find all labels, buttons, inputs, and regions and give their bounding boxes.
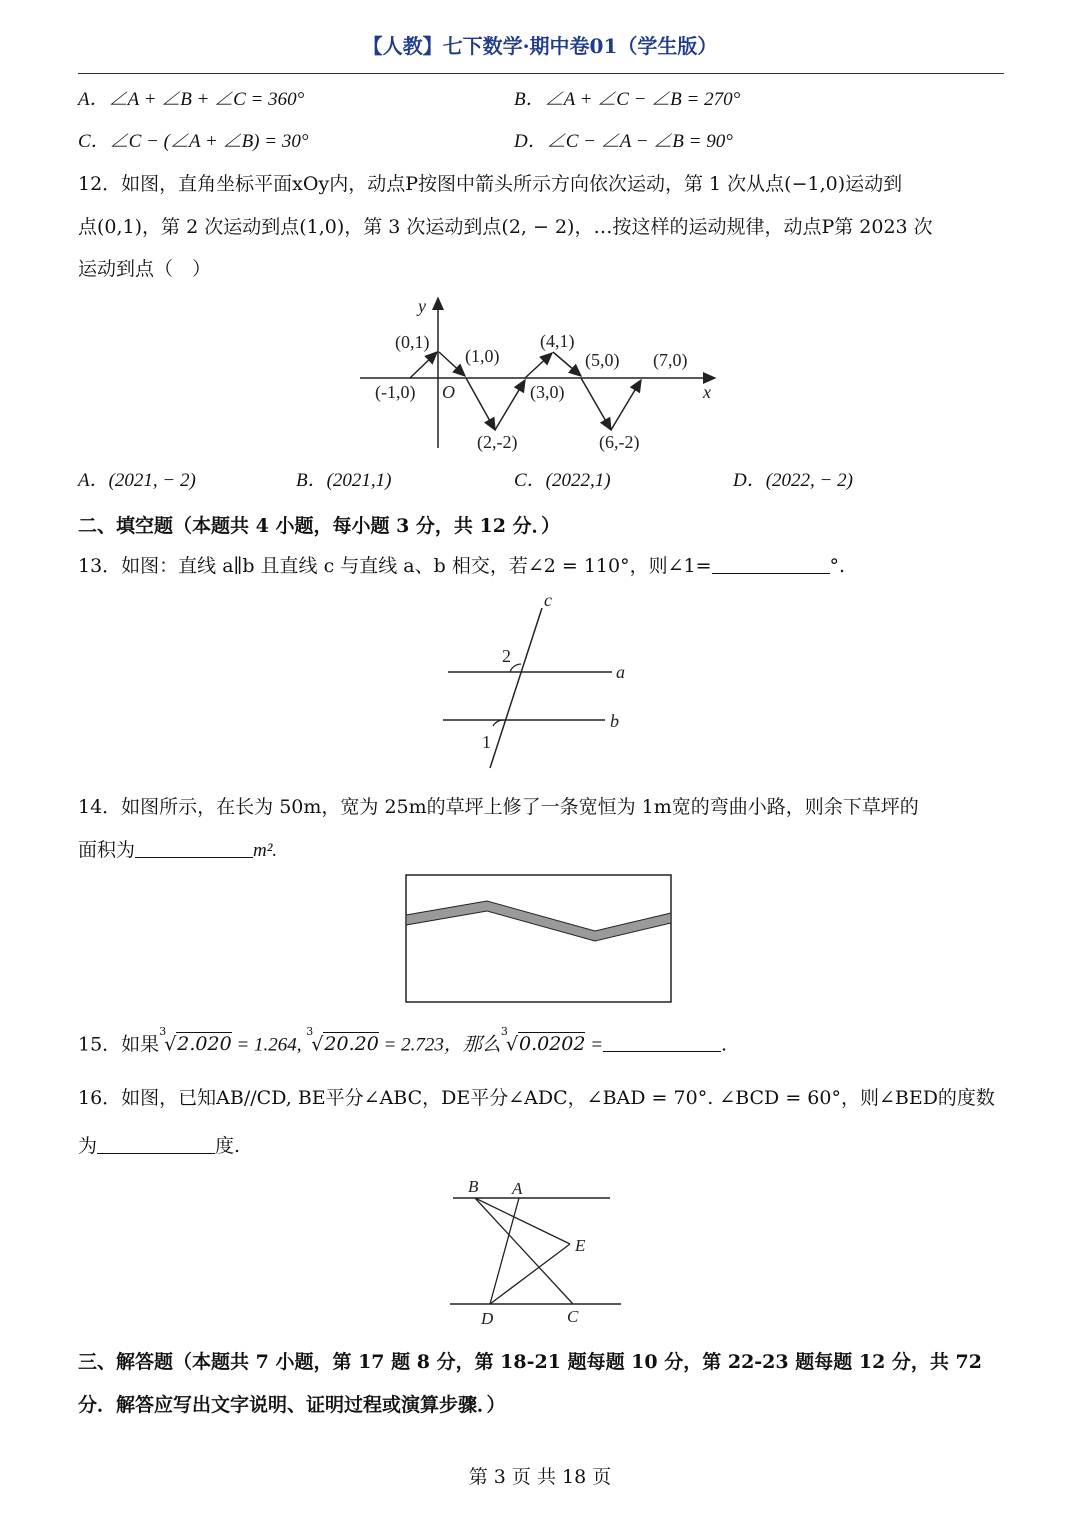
q12-text-line2: 点(0,1)，第 2 次运动到点(1,0)，第 3 次运动到点(2, − 2)，…按这样的运动规律，动点P第 2023 次 [78,216,933,238]
q15-text [78,1025,728,1057]
label-c: c [544,590,552,610]
label-A: A [512,1179,523,1198]
q15-eq3: = [585,1034,604,1056]
q13-suffix: °. [829,555,846,577]
q13-question: 13．如图：直线 a∥b 且直线 c 与直线 a、b 相交，若∠2 = 110°，则∠1= [78,555,712,577]
label-b: b [610,711,619,731]
x-axis-label: x [703,382,711,402]
q11-option-a: A．∠A + ∠B + ∠C = 360° [78,89,305,110]
point-label-6-neg2: (6,-2) [599,432,640,452]
q16-text-line1: 16．如图，已知AB//CD, BE平分∠ABC，DE平分∠ADC，∠BAD = 70°. ∠BCD = 60°，则∠BED的度数 [78,1087,995,1109]
label-angle-1: 1 [482,732,491,752]
q11-option-b: B．∠A + ∠C − ∠B = 270° [514,89,741,110]
q15-eq1: = 1.264, [231,1034,307,1056]
point-label-4-1: (4,1) [540,331,575,351]
point-label-0-1: (0,1) [395,332,430,352]
section-2-title: 二、填空题（本题共 4 小题，每小题 3 分，共 12 分．） [78,515,561,537]
root-index: 3 [500,1025,508,1038]
label-B: B [468,1177,479,1196]
q13-text [78,554,845,578]
q12-option-b: B．(2021,1) [296,470,392,491]
q13-parallel-lines-figure [440,590,640,775]
cube-root-2020b: $^3$√20.20 [306,1025,379,1056]
page-header-title: 【人教】七下数学·期中卷01（学生版） [362,34,718,58]
q12-option-d: D．(2022, − 2) [733,470,853,491]
cube-root-00202: $^3$√0.0202 [500,1025,586,1056]
angle-2-arc [510,664,521,672]
q12-text-line1: 12．如图，直角坐标平面xOy内，动点P按图中箭头所示方向依次运动，第 1 次从点(−1,0)运动到 [78,173,903,195]
q14-lawn-figure [405,874,673,1004]
point-label-neg1-0: (-1,0) [375,382,416,402]
header-rule [78,73,1004,74]
segment-de [490,1244,570,1304]
segment-bc [475,1198,573,1304]
path-segment-8 [611,380,641,430]
q16-geometry-figure [445,1172,630,1332]
label-E: E [575,1236,586,1255]
q12-option-c: C．(2022,1) [514,470,611,491]
section-3-title-line1: 三、解答题（本题共 7 小题，第 17 题 8 分，第 18-21 题每题 10 分，第 22-23 题每题 12 分，共 72 [78,1351,982,1373]
point-label-5-0: (5,0) [585,350,620,370]
label-angle-2: 2 [502,646,511,666]
q15-eq2: = 2.723，那么 [378,1034,501,1056]
segment-be [475,1198,570,1244]
path-segment-6 [553,352,581,376]
q12-text-line3: 运动到点（ ） [78,258,212,280]
path-segment-7 [581,378,611,430]
q14-text-line2 [78,838,277,863]
path-segment-1 [410,352,437,378]
q13-answer-blank [712,555,830,574]
radicand: 0.0202 [518,1033,586,1056]
q12-coordinate-figure [355,290,725,460]
q14-text-line1: 14．如图所示，在长为 50m，宽为 25m的草坪上修了一条宽恒为 1m宽的弯曲小路，则余下草坪的 [78,796,919,818]
q14-prefix: 面积为 [78,839,136,861]
root-index: 3 [306,1025,314,1038]
radicand: 2.020 [177,1033,232,1056]
q11-option-d: D．∠C − ∠A − ∠B = 90° [514,131,733,152]
line-c [490,608,542,768]
angle-1-arc [493,720,504,726]
path-segment-4 [495,380,525,430]
q16-suffix: 度. [215,1135,241,1157]
point-label-2-neg2: (2,-2) [477,432,518,452]
segment-ad [490,1198,519,1304]
lawn-rectangle [406,875,671,1002]
path-segment-2 [439,352,465,376]
label-D: D [481,1309,494,1328]
point-label-3-0: (3,0) [530,382,565,402]
cube-root-2020: $^3$√2.020 [159,1025,232,1056]
q12-option-a: A．(2021, − 2) [78,470,196,491]
q16-prefix: 为 [78,1135,98,1157]
q14-unit: m². [253,840,278,861]
q16-text-line2 [78,1134,240,1158]
q14-answer-blank [135,839,253,858]
radicand: 20.20 [324,1033,379,1056]
q15-prefix: 15．如果 [78,1033,160,1056]
label-C: C [567,1307,579,1326]
q15-end: . [721,1033,728,1056]
origin-label: O [442,382,455,402]
page-footer: 第 3 页 共 18 页 [468,1466,612,1488]
section-3-title-line2: 分．解答应写出文字说明、证明过程或演算步骤．） [78,1394,506,1416]
q16-answer-blank [97,1135,215,1154]
path-segment-5 [525,353,552,378]
point-label-7-0: (7,0) [653,350,688,370]
y-axis-label: y [418,296,426,316]
point-label-1-0: (1,0) [465,346,500,366]
root-index: 3 [159,1025,167,1038]
label-a: a [616,662,625,682]
q11-option-c: C．∠C − (∠A + ∠B) = 30° [78,131,309,152]
q15-answer-blank [603,1033,721,1052]
path-segment-3 [466,378,495,430]
